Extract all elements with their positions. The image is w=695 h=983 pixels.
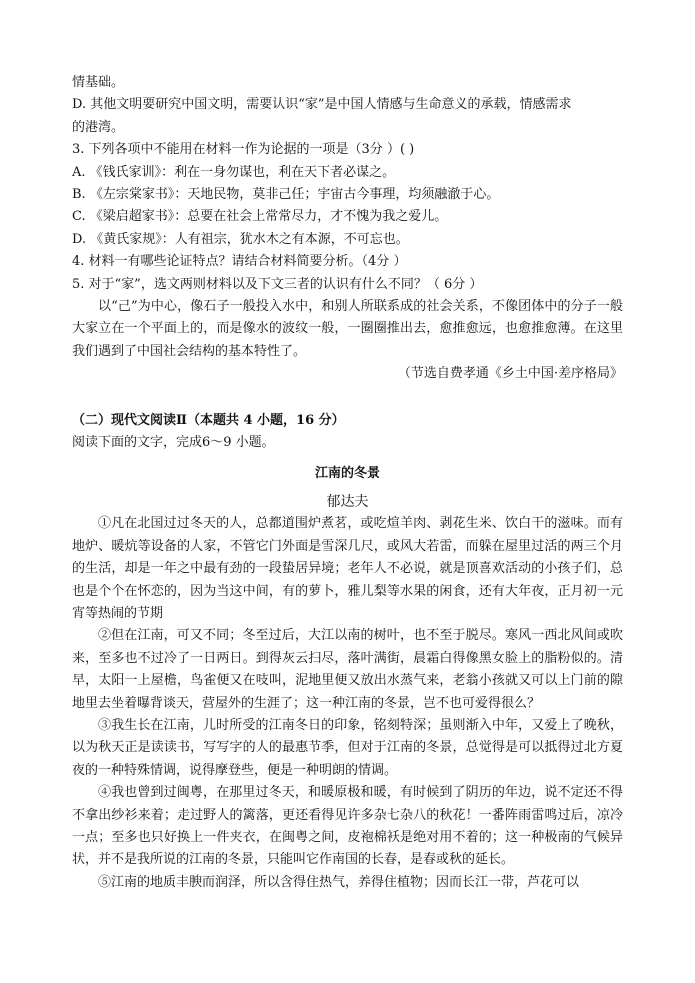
section-instruction: 阅读下面的文字，完成6～9 小题。	[72, 435, 275, 451]
question-block	[72, 72, 623, 296]
option-a: A. 《钱氏家训》：利在一身勿谋也，利在天下者必谋之。	[72, 164, 396, 180]
text-line: 情基础。	[72, 75, 125, 90]
article-paragraph: ①凡在北国过过冬天的人，总都道围炉煮茗，或吃煊羊肉、剥花生米、饮白干的滋味。而有地炉、暖炕等设备的人家，不管它门外面是雪深几尺，或风大若雷，而躲在屋里过活的两三个月的生活，却是一年之中最有劲的一段蛰居异境；老年人不必说，就是顶喜欢活动的小孩子们，总也是个个在怀恋的，因为当这中间，有的萝卜，雅儿梨等水果的闲食，还有大年夜，正月初一元宵等热闹的节期	[72, 516, 623, 621]
question-3: 3. 下列各项中不能用在材料一作为论据的一项是（3分 ）( )	[72, 142, 415, 158]
option-c: C. 《梁启超家书》：总要在社会上常常尽力，才不愧为我之爱儿。	[72, 209, 448, 225]
article-paragraph: ⑤江南的地质丰腴而润泽，所以含得住热气，养得住植物；因而长江一带，芦花可以	[98, 874, 580, 890]
quote-source: （节选自费孝通《乡土中国·差序格局》	[397, 366, 623, 382]
text-line: D. 其他文明要研究中国文明，需要认识“家”是中国人情感与生命意义的承载，情感需求	[72, 97, 572, 113]
option-b: B. 《左宗棠家书》：天地民物，莫非己任；宇宙古今事理，均须融澈于心。	[72, 187, 500, 203]
text-line: 的港湾。	[72, 119, 125, 135]
article-paragraph: ②但在江南，可又不同；冬至过后，大江以南的树叶，也不至于脱尽。寒风一西北风间或吹来，至多也不过冷了一日两日。到得灰云扫尽，落叶满街，晨霜白得像黑女脸上的脂粉似的。清早，太阳一上屋檐，鸟雀便又在吱叫，泥地里便又放出水蒸气来，老翁小孩就又可以上门前的隙地里去坐着曝背谈天，营屋外的生涯了；这一种江南的冬景，岂不也可爱得很么？	[72, 628, 623, 711]
article-title: 江南的冬景	[314, 465, 380, 481]
article-body	[72, 513, 623, 894]
question-5: 5. 对于“家”，选文两则材料以及下文三者的认识有什么不同？（ 6分 ）	[72, 276, 483, 292]
article-author: 郁达夫	[326, 493, 369, 510]
spacer	[72, 386, 623, 410]
section-heading: （二）现代文阅读Ⅱ（本题共 4 小题，16 分）	[72, 412, 345, 428]
quote-paragraph: 以“己”为中心，像石子一般投入水中，和别人所联系成的社会关系，不像团体中的分子一般大家立在一个平面上的，而是像水的波纹一般，一圈圈推出去，愈推愈远，也愈推愈薄。在这里我们遇到了中国社会结构的基本特性了。	[72, 299, 623, 359]
option-d: D. 《黄氏家规》：人有祖宗，犹水木之有本源，不可忘也。	[72, 231, 409, 247]
article-paragraph: ④我也曾到过闽粤，在那里过冬天，和暖原极和暖，有时候到了阴历的年边，说不定还不得不拿出纱衫来着；走过野人的篱落，更还看得见许多杂七杂八的秋花！一番阵雨雷鸣过后，凉冷一点；至多也只好换上一件夹衣，在闽粤之间，皮袍棉袄是绝对用不着的；这一种极南的气候异状，并不是我所说的江南的冬景，只能叫它作南国的长春，是春或秋的延长。	[72, 785, 623, 868]
article-paragraph: ③我生长在江南，儿时所受的江南冬日的印象，铭刻特深；虽则渐入中年，又爱上了晚秋，以为秋天正是读读书，写写字的人的最惠节季，但对于江南的冬景，总觉得是可以抵得过北方夏夜的一种特殊情调，说得摩登些，便是一种明朗的情调。	[72, 717, 623, 778]
question-4: 4. 材料一有哪些论证特点？请结合材料简要分析。（4分 ）	[72, 254, 407, 270]
